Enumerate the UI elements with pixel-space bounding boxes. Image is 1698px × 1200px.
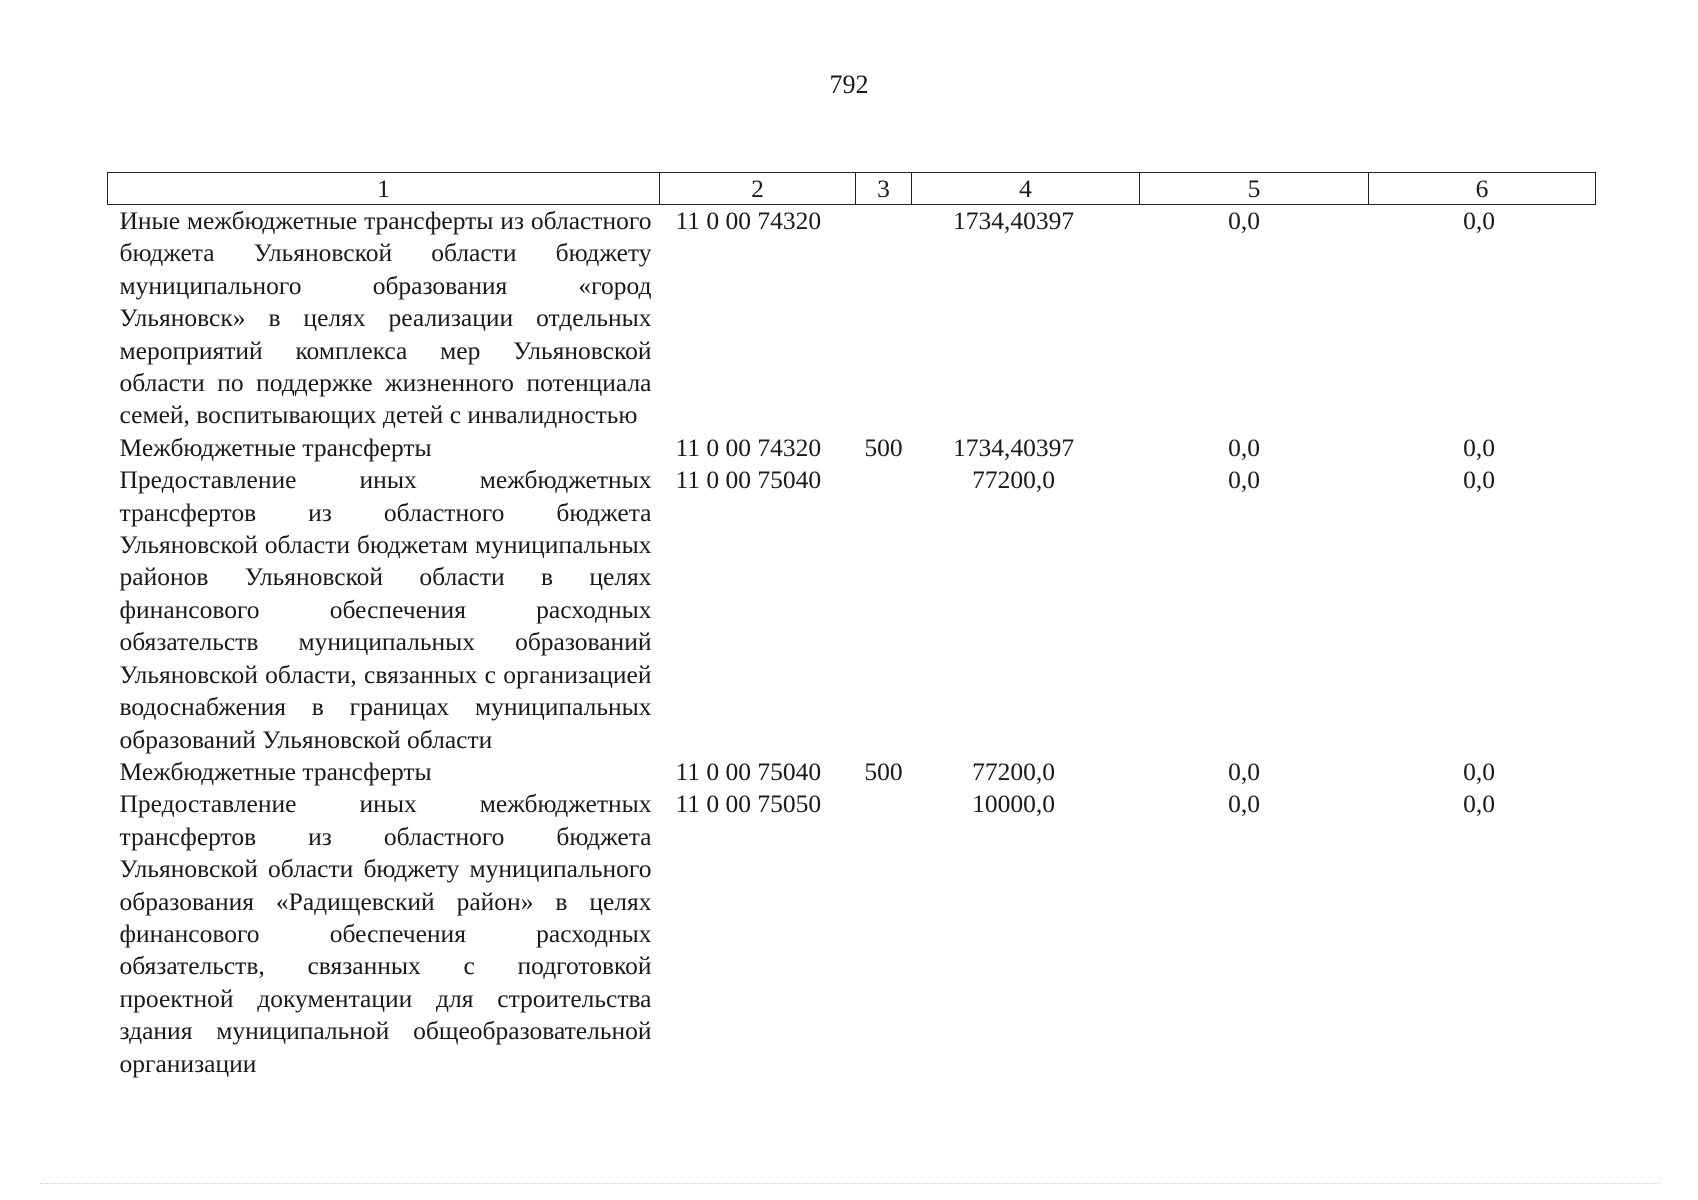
row-expense-type: 500: [864, 756, 903, 786]
table-row: [108, 432, 1596, 464]
column-header-3: 3: [856, 173, 912, 205]
table-row: [108, 788, 1596, 1080]
row-amount-col4: 77200,0: [972, 756, 1055, 786]
table-row: [108, 205, 1596, 432]
table-body: [108, 205, 1596, 1080]
row-name: Предоставление иных межбюджетных трансфертов из областного бюджета Ульяновской области бюджетам муниципальных районов Ульяновской области в целях финансового обеспечения расходных обязательств муниципальных образований Ульяновской области, связанных с организацией водоснабжения в границах муниципальных образований Ульяновской области: [119, 465, 652, 754]
column-header-4: 4: [912, 173, 1140, 205]
row-amount-col6: 0,0: [1463, 789, 1495, 819]
row-amount-col4: 10000,0: [972, 789, 1055, 819]
row-amount-col4: 77200,0: [972, 465, 1055, 495]
row-amount-col5: 0,0: [1228, 465, 1260, 495]
row-amount-col5: 0,0: [1228, 206, 1260, 235]
column-header-6: 6: [1369, 173, 1596, 205]
row-target-code: 11 0 00 75050: [675, 789, 822, 819]
scan-edge-line: [40, 1183, 1660, 1184]
row-expense-type: 500: [864, 432, 903, 462]
row-target-code: 11 0 00 74320: [675, 206, 822, 235]
row-amount-col6: 0,0: [1463, 432, 1495, 462]
budget-table: [107, 172, 1596, 1080]
row-name: Межбюджетные трансферты: [119, 432, 432, 462]
column-header-1: 1: [108, 173, 660, 205]
row-expense-type: [856, 464, 912, 756]
row-target-code: 11 0 00 75040: [675, 465, 822, 495]
page-number: 792: [829, 70, 869, 99]
column-header-2: 2: [660, 173, 856, 205]
row-amount-col4: 1734,40397: [952, 432, 1075, 462]
row-amount-col5: 0,0: [1228, 432, 1260, 462]
row-name: Иные межбюджетные трансферты из областного бюджета Ульяновской области бюджету муниципального образования «город Ульяновск» в целях реализации отдельных мероприятий комплекса мер Ульяновской области по поддержке жизненного потенциала семей, воспитывающих детей с инвалидностью: [119, 206, 652, 430]
row-target-code: 11 0 00 75040: [675, 756, 822, 786]
row-amount-col6: 0,0: [1463, 206, 1495, 235]
row-amount-col6: 0,0: [1463, 465, 1495, 495]
row-amount-col5: 0,0: [1228, 756, 1260, 786]
row-expense-type: [856, 205, 912, 432]
row-amount-col6: 0,0: [1463, 756, 1495, 786]
header-row: [108, 173, 1596, 205]
row-amount-col5: 0,0: [1228, 789, 1260, 819]
table-row: [108, 756, 1596, 788]
row-expense-type: [856, 788, 912, 1080]
row-target-code: 11 0 00 74320: [675, 432, 822, 462]
table-header: [108, 173, 1596, 205]
row-name: Межбюджетные трансферты: [119, 756, 432, 786]
table-row: [108, 464, 1596, 756]
row-name: Предоставление иных межбюджетных трансфертов из областного бюджета Ульяновской области бюджету муниципального образования «Радищевский район» в целях финансового обеспечения расходных обязательств, связанных с подготовкой проектной документации для строительства здания муниципальной общеобразовательной организации: [119, 789, 652, 1078]
row-amount-col4: 1734,40397: [952, 206, 1075, 235]
column-header-5: 5: [1140, 173, 1369, 205]
